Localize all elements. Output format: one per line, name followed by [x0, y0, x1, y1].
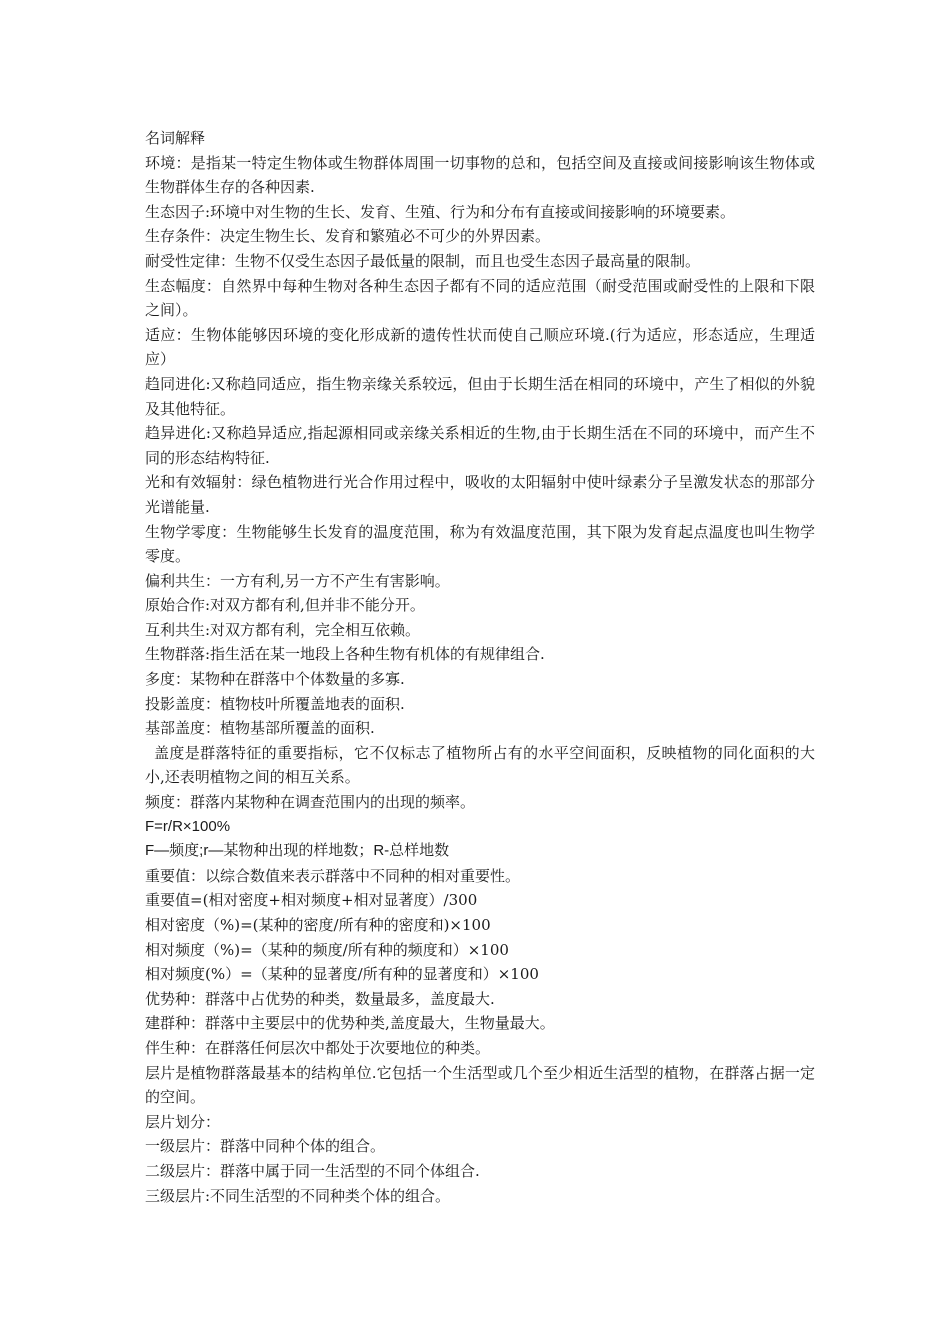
definition-dominant-species: 优势种：群落中占优势的种类，数量最多，盖度最大. — [145, 989, 495, 1008]
definition-second-order-synusia: 二级层片：群落中属于同一生活型的不同个体组合. — [145, 1161, 480, 1180]
definition-biological-community: 生物群落:指生活在某一地段上各种生物有机体的有规律组合. — [145, 645, 545, 664]
definition-ecological-amplitude: 生态幅度：自然界中每种生物对各种生态因子都有不同的适应范围（耐受范围或耐受性的上限和下限之间）。 — [145, 276, 815, 320]
formula-relative-frequency: 相对频度（%)=（某种的频度/所有种的频度和）×100 — [145, 940, 509, 959]
definition-divergent-evolution: 趋异进化:又称趋异适应,指起源相同或亲缘关系相近的生物,由于长期生活在不同的环境中，而产生不同的形态结构特征. — [145, 424, 815, 467]
document-title: 名词解释 — [145, 129, 206, 147]
definition-par: 光和有效辐射：绿色植物进行光合作用过程中，吸收的太阳辐射中使叶绿素分子呈激发状态的那部分光谱能量. — [145, 473, 815, 516]
definition-abundance: 多度：某物种在群落中个体数量的多寡. — [145, 670, 405, 689]
definition-third-order-synusia: 三级层片:不同生活型的不同种类个体的组合。 — [145, 1186, 451, 1205]
formula-relative-density: 相对密度（%)=(某种的密度/所有种的密度和)×100 — [145, 916, 491, 934]
definition-law-of-tolerance: 耐受性定律：生物不仅受生态因子最低量的限制，而且也受生态因子最高量的限制。 — [145, 251, 701, 270]
definition-survival-condition: 生存条件：决定生物生长、发育和繁殖必不可少的外界因素。 — [145, 227, 551, 246]
definition-environment: 环境：是指某一特定生物体或生物群体周围一切事物的总和，包括空间及直接或间接影响该生物体或生物群体生存的各种因素. — [145, 153, 815, 197]
definition-convergent-evolution: 趋同进化:又称趋同适应，指生物亲缘关系较远，但由于长期生活在相同的环境中，产生了相似的外貌及其他特征。 — [145, 374, 815, 418]
formula-frequency-legend: F—频度;r—某物种出现的样地数；R-总样地数 — [145, 842, 450, 860]
definition-protocooperation: 原始合作:对双方都有利,但并非不能分开。 — [145, 596, 425, 615]
definition-projective-cover: 投影盖度：植物枝叶所覆盖地表的面积. — [145, 694, 405, 713]
heading-synusia-division: 层片划分： — [145, 1112, 221, 1131]
definition-frequency: 频度：群落内某物种在调查范围内的出现的频率。 — [145, 793, 476, 812]
definition-biological-zero: 生物学零度：生物能够生长发育的温度范围，称为有效温度范围，其下限为发育起点温度也叫生物学零度。 — [145, 522, 815, 566]
definition-importance-value: 重要值：以综合数值来表示群落中不同种的相对重要性。 — [145, 866, 521, 885]
definition-first-order-synusia: 一级层片：群落中同种个体的组合。 — [145, 1137, 386, 1156]
definition-mutualism: 互利共生:对双方都有利，完全相互依赖。 — [145, 620, 421, 639]
definition-adaptation: 适应：生物体能够因环境的变化形成新的遗传性状而使自己顺应环境.(行为适应，形态适应，生理适应） — [145, 325, 815, 369]
definition-constructive-species: 建群种：群落中主要层中的优势种类,盖度最大，生物量最大。 — [145, 1014, 555, 1033]
definition-companion-species: 伴生种：在群落任何层次中都处于次要地位的种类。 — [145, 1038, 491, 1057]
formula-relative-dominance: 相对频度(%）=（某种的显著度/所有种的显著度和）×100 — [145, 965, 539, 984]
definition-ecological-factor: 生态因子:环境中对生物的生长、发育、生殖、行为和分布有直接或间接影响的环境要素。 — [145, 202, 736, 221]
formula-frequency: F=r/R×100% — [145, 817, 231, 835]
definition-commensalism: 偏利共生：一方有利,另一方不产生有害影响。 — [145, 571, 450, 590]
definition-synusia: 层片是植物群落最基本的结构单位.它包括一个生活型或几个至少相近生活型的植物，在群落占据一定的空间。 — [145, 1063, 815, 1107]
definition-basal-cover: 基部盖度：植物基部所覆盖的面积. — [145, 719, 375, 738]
document-body — [145, 126, 815, 1208]
paragraph-cover-importance: 盖度是群落特征的重要指标，它不仅标志了植物所占有的水平空间面积，反映植物的同化面积的大小,还表明植物之间的相互关系。 — [145, 743, 815, 787]
formula-importance-value: 重要值=(相对密度+相对频度+相对显著度）/300 — [145, 891, 478, 910]
